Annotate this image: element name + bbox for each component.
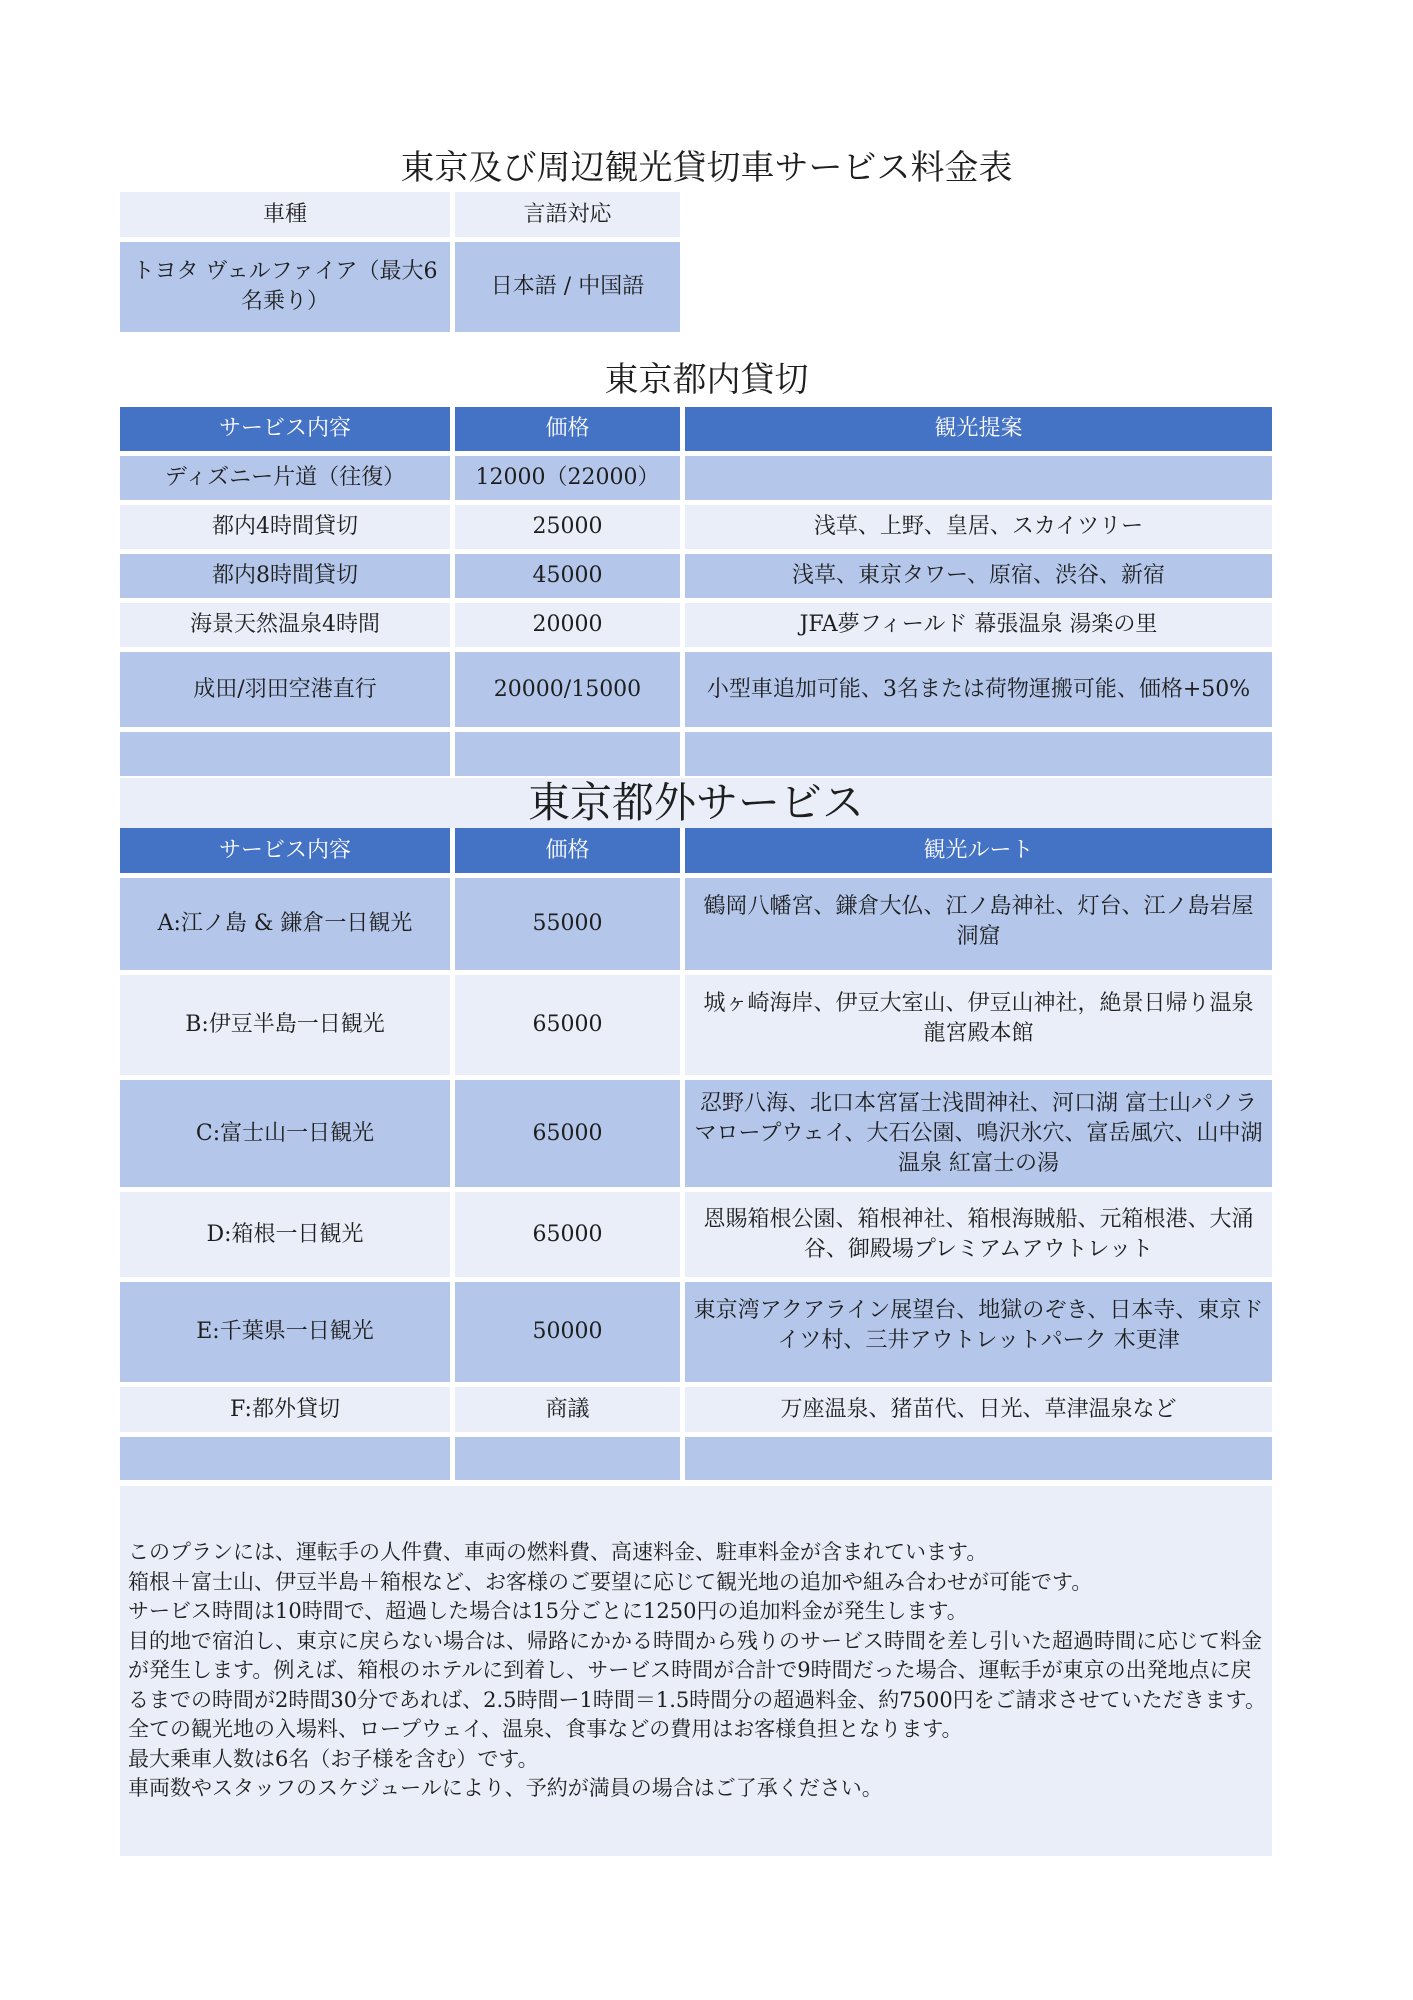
tokyo-row-price: 20000/15000 <box>455 652 680 727</box>
tokyo-row-note: 浅草、東京タワー、原宿、渋谷、新宿 <box>685 554 1272 598</box>
tokyo-header-price: 価格 <box>455 407 680 451</box>
tokyo-row-service: ディズニー片道（往復） <box>120 456 450 500</box>
tokyo-empty-cell <box>685 732 1272 776</box>
outside-row-route: 忍野八海、北口本宮冨士浅間神社、河口湖 富士山パノラマロープウェイ、大石公園、鳴沢氷穴、富岳風穴、山中湖温泉 紅富士の湯 <box>685 1080 1272 1187</box>
notes-box <box>120 1486 1272 1856</box>
tokyo-empty-cell <box>120 732 450 776</box>
vehicle-header-language: 言語対応 <box>455 192 680 237</box>
outside-row-route: 恩賜箱根公園、箱根神社、箱根海賊船、元箱根港、大涌谷、御殿場プレミアムアウトレット <box>685 1192 1272 1277</box>
tokyo-row-price: 25000 <box>455 505 680 549</box>
outside-row-service: C:富士山一日観光 <box>120 1080 450 1187</box>
vehicle-language: 日本語 / 中国語 <box>455 242 680 332</box>
outside-row-service: B:伊豆半島一日観光 <box>120 975 450 1075</box>
vehicle-car: トヨタ ヴェルファイア（最大6名乗り） <box>120 242 450 332</box>
tokyo-row-price: 45000 <box>455 554 680 598</box>
outside-header-price: 価格 <box>455 828 680 873</box>
outside-section-title: 東京都外サービス <box>527 778 864 827</box>
outside-row-price: 65000 <box>455 1192 680 1277</box>
page-title: 東京及び周辺観光貸切車サービス料金表 <box>400 148 1013 188</box>
tokyo-row-service: 成田/羽田空港直行 <box>120 652 450 727</box>
note-line: このプランには、運転手の人件費、車両の燃料費、高速料金、駐車料金が含まれています。 <box>128 1540 988 1564</box>
note-line: 目的地で宿泊し、東京に戻らない場合は、帰路にかかる時間から残りのサービス時間を差し引いた超過時間に応じて料金が発生します。例えば、箱根のホテルに到着し、サービス時間が合計で9時間だった場合、運転手が東京の出発地点に戻るまでの時間が2時間30分であれば、2.5時間ー1時間＝1.5時間分の超過料金、約7500円をご請求させていただきます。 <box>128 1628 1266 1712</box>
outside-row-price: 50000 <box>455 1282 680 1382</box>
outside-row-service: E:千葉県一日観光 <box>120 1282 450 1382</box>
vehicle-header-car: 車種 <box>120 192 450 237</box>
tokyo-row-price: 12000（22000） <box>455 456 680 500</box>
tokyo-section-title: 東京都内貸切 <box>604 360 809 400</box>
note-line: 車両数やスタッフのスケジュールにより、予約が満員の場合はご了承ください。 <box>128 1776 883 1800</box>
tokyo-row-service: 都内8時間貸切 <box>120 554 450 598</box>
outside-header-route: 観光ルート <box>685 828 1272 873</box>
outside-row-route: 東京湾アクアライン展望台、地獄のぞき、日本寺、東京ドイツ村、三井アウトレットパーク 木更津 <box>685 1282 1272 1382</box>
outside-row-service: F:都外貸切 <box>120 1387 450 1432</box>
tokyo-row-note: JFA夢フィールド 幕張温泉 湯楽の里 <box>685 603 1272 647</box>
tokyo-row-note: 小型車追加可能、3名または荷物運搬可能、価格+50% <box>685 652 1272 727</box>
outside-row-route: 万座温泉、猪苗代、日光、草津温泉など <box>685 1387 1272 1432</box>
tokyo-row-price: 20000 <box>455 603 680 647</box>
outside-empty-cell <box>120 1437 450 1480</box>
tokyo-table <box>120 407 1272 777</box>
tokyo-empty-cell <box>455 732 680 776</box>
outside-table <box>120 828 1272 1480</box>
tokyo-row-service: 都内4時間貸切 <box>120 505 450 549</box>
tokyo-row-service: 海景天然温泉4時間 <box>120 603 450 647</box>
tokyo-row-note <box>685 456 1272 500</box>
note-line: 全ての観光地の入場料、ロープウェイ、温泉、食事などの費用はお客様負担となります。 <box>128 1717 963 1741</box>
tokyo-row-note: 浅草、上野、皇居、スカイツリー <box>685 505 1272 549</box>
note-line: サービス時間は10時間で、超過した場合は15分ごとに1250円の追加料金が発生します。 <box>128 1599 968 1623</box>
outside-row-price: 55000 <box>455 878 680 970</box>
note-line: 箱根＋富士山、伊豆半島＋箱根など、お客様のご要望に応じて観光地の追加や組み合わせが可能です。 <box>128 1569 1093 1594</box>
tokyo-header-service: サービス内容 <box>120 407 450 451</box>
outside-row-route: 城ヶ崎海岸、伊豆大室山、伊豆山神社，絶景日帰り温泉 龍宮殿本館 <box>685 975 1272 1075</box>
tokyo-header-suggestion: 観光提案 <box>685 407 1272 451</box>
outside-row-price: 65000 <box>455 975 680 1075</box>
outside-row-service: A:江ノ島 & 鎌倉一日観光 <box>120 878 450 970</box>
outside-row-price: 65000 <box>455 1080 680 1187</box>
outside-header-service: サービス内容 <box>120 828 450 873</box>
outside-row-service: D:箱根一日観光 <box>120 1192 450 1277</box>
outside-row-price: 商議 <box>455 1387 680 1432</box>
outside-empty-cell <box>455 1437 680 1480</box>
vehicle-table <box>120 192 680 332</box>
outside-empty-cell <box>685 1437 1272 1480</box>
note-line: 最大乗車人数は6名（お子様を含む）です。 <box>128 1746 539 1771</box>
outside-row-route: 鶴岡八幡宮、鎌倉大仏、江ノ島神社、灯台、江ノ島岩屋洞窟 <box>685 878 1272 970</box>
